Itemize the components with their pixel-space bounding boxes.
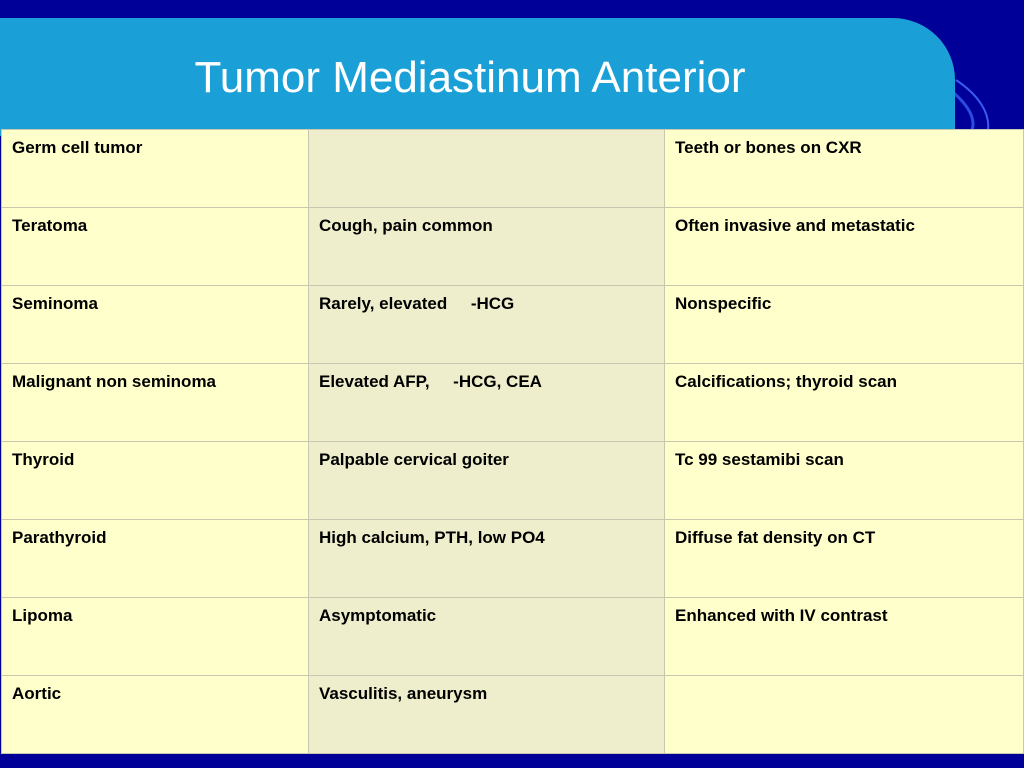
table-row (2, 442, 1024, 520)
table-row (2, 286, 1024, 364)
table-cell: Thyroid (2, 442, 309, 520)
table-cell: Teratoma (2, 208, 309, 286)
table-row (2, 598, 1024, 676)
table-cell: High calcium, PTH, low PO4 (309, 520, 665, 598)
table-cell: Rarely, elevated -HCG (309, 286, 665, 364)
slide-title: Tumor Mediastinum Anterior (194, 53, 746, 102)
table-cell: Cough, pain common (309, 208, 665, 286)
table-cell: Elevated AFP, -HCG, CEA (309, 364, 665, 442)
table-cell: Enhanced with IV contrast (665, 598, 1024, 676)
tumor-table (1, 129, 1024, 754)
table-cell: Lipoma (2, 598, 309, 676)
table-cell: Tc 99 sestamibi scan (665, 442, 1024, 520)
table-cell: Vasculitis, aneurysm (309, 676, 665, 754)
table-cell: Malignant non seminoma (2, 364, 309, 442)
table-cell: Calcifications; thyroid scan (665, 364, 1024, 442)
table-cell: Diffuse fat density on CT (665, 520, 1024, 598)
table-cell: Aortic (2, 676, 309, 754)
table-row (2, 520, 1024, 598)
table-cell: Teeth or bones on CXR (665, 130, 1024, 208)
table-cell: Germ cell tumor (2, 130, 309, 208)
table-cell: Nonspecific (665, 286, 1024, 364)
table-cell: Asymptomatic (309, 598, 665, 676)
table-cell (665, 676, 1024, 754)
table-cell: Parathyroid (2, 520, 309, 598)
table-cell: Palpable cervical goiter (309, 442, 665, 520)
table-cell: Seminoma (2, 286, 309, 364)
table-row (2, 676, 1024, 754)
table-row (2, 208, 1024, 286)
table-row (2, 364, 1024, 442)
table-row (2, 130, 1024, 208)
table-cell (309, 130, 665, 208)
table-cell: Often invasive and metastatic (665, 208, 1024, 286)
